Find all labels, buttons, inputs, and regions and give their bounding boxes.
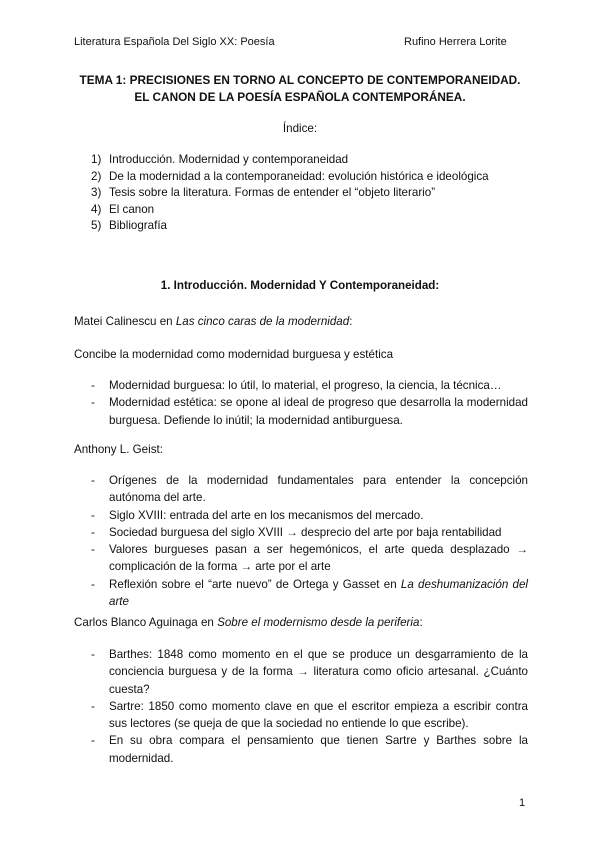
toc-item bbox=[91, 202, 489, 219]
page-number: 1 bbox=[519, 797, 526, 809]
list-item: - Sartre: 1850 como momento clave en que el escritor empieza a escribir contra sus lectores (se queja de que la sociedad no entiende lo que escribe). bbox=[91, 698, 528, 733]
list-item: - Orígenes de la modernidad fundamentales para entender la concepción autónoma del arte. bbox=[91, 472, 528, 507]
section-heading: 1. Introducción. Modernidad Y Contemporaneidad: bbox=[160, 279, 440, 292]
toc-item-text: Tesis sobre la literatura. Formas de entender el “objeto literario” bbox=[109, 186, 436, 199]
author: Matei Calinescu en bbox=[74, 315, 176, 328]
geist-intro: Anthony L. Geist: bbox=[74, 443, 163, 456]
toc-item-text: El canon bbox=[109, 202, 155, 216]
running-header-left: Literatura Española Del Siglo XX: Poesía bbox=[74, 36, 275, 48]
work-title: Sobre el modernismo desde la periferia bbox=[217, 616, 420, 629]
list-item: - Modernidad burguesa: lo útil, lo material, el progreso, la ciencia, la técnica… bbox=[91, 377, 528, 394]
toc-item bbox=[91, 169, 489, 186]
list-item: - Valores burgueses pasan a ser hegemónicos, el arte queda desplazado → complicación de la forma → arte por el arte bbox=[91, 541, 528, 576]
toc-item-number: 1) bbox=[91, 153, 102, 166]
toc-item bbox=[91, 152, 489, 169]
toc-item bbox=[91, 218, 489, 235]
toc-item-number: 4) bbox=[91, 202, 102, 216]
toc-item-text: Introducción. Modernidad y contemporaneidad bbox=[109, 153, 349, 166]
title-line-1: TEMA 1: PRECISIONES EN TORNO AL CONCEPTO DE CONTEMPORANEIDAD. bbox=[79, 73, 521, 87]
list-item: - En su obra compara el pensamiento que tienen Sartre y Barthes sobre la modernidad. bbox=[91, 732, 528, 767]
calinescu-summary: Concibe la modernidad como modernidad burguesa y estética bbox=[74, 348, 394, 361]
aguinaga-list bbox=[91, 646, 528, 767]
index-heading: Índice: bbox=[282, 122, 318, 135]
work-title: Las cinco caras de la modernidad bbox=[175, 315, 350, 328]
list-item: - Barthes: 1848 como momento en el que se produce un desgarramiento de la conciencia burguesa y de la forma → literatura como oficio artesanal. ¿Cuánto cuesta? bbox=[91, 646, 528, 698]
list-item: - Modernidad estética: se opone al ideal de progreso que desarrolla la modernidad burguesa. Defiende lo inútil; la modernidad antiburguesa. bbox=[91, 394, 528, 429]
calinescu-intro: Matei Calinescu en Las cinco caras de la modernidad: bbox=[74, 315, 353, 328]
toc-item-number: 2) bbox=[91, 169, 102, 183]
work-title: La deshumanización del arte bbox=[109, 577, 529, 609]
aguinaga-intro: Carlos Blanco Aguinaga en Sobre el modernismo desde la periferia: bbox=[74, 616, 423, 629]
table-of-contents bbox=[91, 152, 489, 235]
list-item: - Siglo XVIII: entrada del arte en los mecanismos del mercado. bbox=[91, 507, 528, 524]
toc-item-text: Bibliografía bbox=[109, 219, 168, 232]
list-item: - Sociedad burguesa del siglo XVIII → desprecio del arte por baja rentabilidad bbox=[91, 524, 528, 541]
running-header-right: Rufino Herrera Lorite bbox=[404, 36, 507, 48]
toc-item-number: 5) bbox=[91, 219, 102, 232]
toc-item-text: De la modernidad a la contemporaneidad: evolución histórica e ideológica bbox=[109, 169, 489, 183]
geist-list bbox=[91, 472, 528, 610]
toc-item bbox=[91, 185, 489, 202]
list-item: - Reflexión sobre el “arte nuevo” de Ortega y Gasset en La deshumanización del arte bbox=[91, 576, 528, 611]
toc-item-number: 3) bbox=[91, 186, 102, 199]
author: Carlos Blanco Aguinaga en bbox=[74, 616, 218, 629]
calinescu-list bbox=[91, 377, 528, 429]
page-title bbox=[60, 72, 540, 106]
title-line-2: EL CANON DE LA POESÍA ESPAÑOLA CONTEMPORÁNEA. bbox=[134, 90, 466, 104]
